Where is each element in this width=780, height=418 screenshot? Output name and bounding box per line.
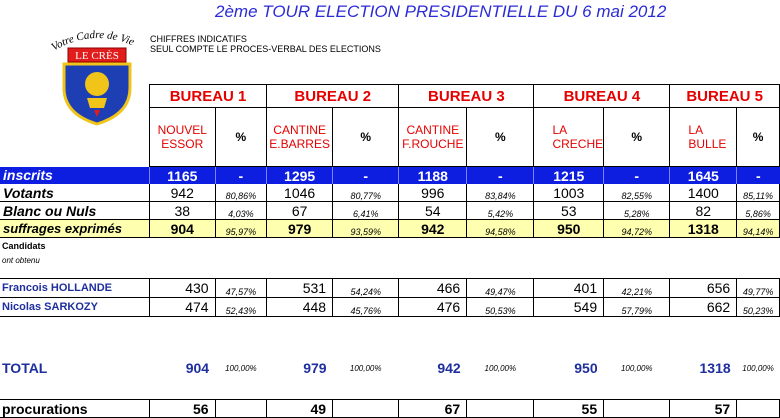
cell-percent: 80,86% [215,184,267,202]
cell-percent: 80,77% [333,184,399,202]
percent-header: % [737,108,780,167]
cell-percent: 94,72% [604,220,670,238]
cell-value: 531 [267,279,333,298]
bureau-5-header: BUREAU 5 [670,85,780,108]
cell-value: 57 [670,400,737,418]
cell-percent: 45,76% [333,298,399,317]
cell-value: 67 [267,202,333,220]
cell-value: 942 [149,184,215,202]
cell-value: 38 [149,202,215,220]
cell-value: 1318 [670,220,737,238]
cell-percent: 94,14% [737,220,780,238]
candidates-sublabel: ont obtenu [2,256,40,265]
cell-value: 49 [267,400,333,418]
page-title: 2ème TOUR ELECTION PRESIDENTIELLE DU 6 mai 2012 [215,2,667,21]
bureau-2-location: CANTINE E.BARRES [267,108,333,167]
cell-percent: 100,00% [620,363,653,373]
cell-percent: - [333,167,399,185]
cell-value: 55 [534,400,604,418]
cell-percent: 50,53% [467,298,534,317]
cell-percent: - [467,167,534,185]
cell-value: 476 [399,298,467,317]
logo-arc-text: Votre Cadre de Vie [49,28,136,54]
candidate-row-hollande [0,279,780,298]
cell-value: 950 [574,360,598,376]
candidates-sublabel-row [0,253,780,268]
cell-percent: 82,55% [604,184,670,202]
cell-value: 904 [185,360,210,376]
cell-percent: 52,43% [215,298,267,317]
cell-percent: 42,21% [604,279,670,298]
cell-percent: 49,77% [737,279,780,298]
cell-value: 82 [670,202,737,220]
cell-value: 996 [399,184,467,202]
cell-value: 1645 [670,167,737,185]
cell-value: 979 [303,360,327,376]
bureau-header-row [0,85,780,108]
percent-header: % [215,108,267,167]
cell-percent: 83,84% [467,184,534,202]
cell-value: 54 [399,202,467,220]
cell-value: 1046 [267,184,333,202]
candidate-name: Nicolas SARKOZY [0,298,149,317]
bureau-1-header: BUREAU 1 [149,85,266,108]
location-row [0,108,780,167]
cell-percent: 50,23% [737,298,780,317]
cell-value: 1188 [399,167,467,185]
candidates-label: Candidats [2,240,46,251]
inscrits-row [0,167,780,185]
cell-percent: 6,41% [333,202,399,220]
cell-value: 942 [399,220,467,238]
cell-percent: 57,79% [604,298,670,317]
candidate-name: Francois HOLLANDE [0,279,149,298]
bureau-4-header: BUREAU 4 [534,85,670,108]
cell-percent: 100,00% [349,363,382,373]
subtitle-official: SEUL COMPTE LE PROCES-VERBAL DES ELECTIONS [150,44,381,54]
results-table [0,84,780,418]
cell-percent: 95,97% [215,220,267,238]
cell-percent: 49,47% [467,279,534,298]
cell-value: 1295 [267,167,333,185]
cell-percent: - [215,167,267,185]
votants-row [0,184,780,202]
percent-header: % [333,108,399,167]
cell-value: 430 [149,279,215,298]
bureau-3-header: BUREAU 3 [399,85,534,108]
bureau-4-location: LA CRECHE [534,108,604,167]
blanc-nuls-row [0,202,780,220]
cell-percent: 94,58% [467,220,534,238]
bureau-1-location: NOUVEL ESSOR [149,108,215,167]
cell-value: 1165 [149,167,215,185]
cell-percent: 100,00% [484,363,517,373]
cell-value: 56 [149,400,215,418]
row-label: suffrages exprimés [0,220,149,238]
cell-value: 1400 [670,184,737,202]
cell-percent: 100,00% [742,363,774,373]
cell-value: 1318 [699,360,731,376]
cell-percent: 5,86% [737,202,780,220]
bureau-5-location: LA BULLE [670,108,737,167]
cell-percent: - [737,167,780,185]
procurations-label: procurations [0,400,149,418]
cell-value: 904 [149,220,215,238]
cell-value: 466 [399,279,467,298]
cell-percent: 5,28% [604,202,670,220]
cell-value: 53 [534,202,604,220]
cell-percent: 93,59% [333,220,399,238]
candidates-label-row [0,238,780,254]
candidate-row-sarkozy [0,298,780,317]
cell-percent: 4,03% [215,202,267,220]
cell-percent: 5,42% [467,202,534,220]
cell-value: 662 [670,298,737,317]
total-label: TOTAL [2,360,48,376]
cell-value: 1003 [534,184,604,202]
cell-value: 401 [534,279,604,298]
subtitle-indicative: CHIFFRES INDICATIFS [150,34,247,44]
cell-percent: 47,57% [215,279,267,298]
cell-percent: 100,00% [225,363,257,373]
cell-value: 549 [534,298,604,317]
bureau-2-header: BUREAU 2 [267,85,399,108]
cell-percent: - [604,167,670,185]
cell-percent: 85,11% [737,184,780,202]
percent-header: % [467,108,534,167]
cell-value: 979 [267,220,333,238]
total-row [0,359,780,377]
percent-header: % [604,108,670,167]
row-label: Votants [0,184,149,202]
cell-value: 67 [399,400,467,418]
bureau-3-location: CANTINE F.ROUCHE [399,108,467,167]
logo-banner-text: LE CRÈS [75,50,119,62]
cell-value: 474 [149,298,215,317]
cell-value: 448 [267,298,333,317]
row-label: Blanc ou Nuls [0,202,149,220]
row-label: inscrits [0,167,149,185]
procurations-row [0,400,780,418]
cell-percent: 54,24% [333,279,399,298]
cell-value: 1215 [534,167,604,185]
cell-value: 950 [534,220,604,238]
suffrages-row [0,220,780,238]
cell-value: 942 [437,360,461,376]
cell-value: 656 [670,279,737,298]
